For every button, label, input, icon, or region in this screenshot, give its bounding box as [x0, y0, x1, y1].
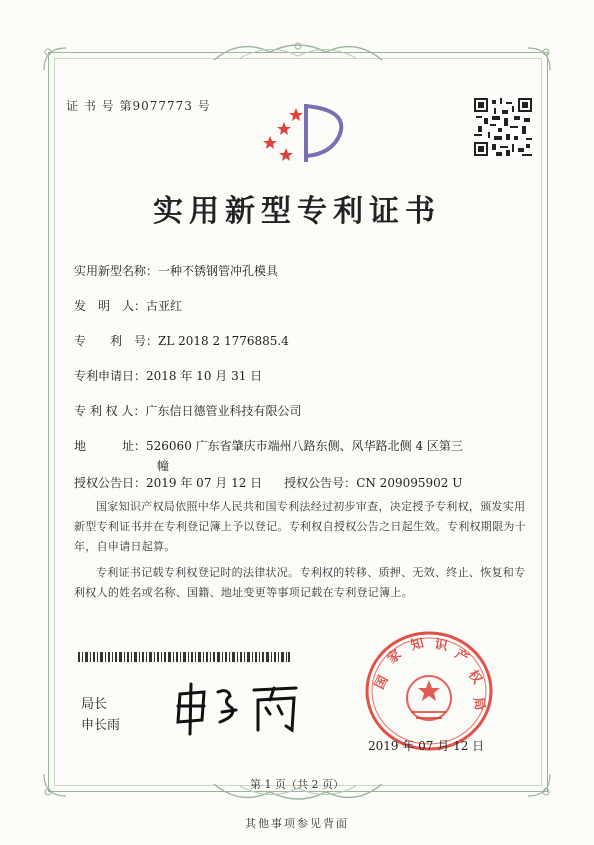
address-value-line2: 幢 [157, 459, 170, 473]
director-name: 申长雨 [81, 718, 121, 733]
corner-ornament-tr [524, 44, 554, 74]
svg-text:产: 产 [451, 646, 471, 667]
filing-date-row [74, 367, 262, 384]
filing-date-value: 2018 年 10 月 31 日 [146, 369, 263, 383]
svg-text:权: 权 [464, 667, 485, 687]
patent-office-logo [256, 96, 352, 168]
patent-number-value: ZL 2018 2 1776885.4 [158, 334, 289, 348]
official-seal [362, 628, 496, 754]
utility-model-name-row [74, 262, 278, 279]
top-ornament [210, 36, 386, 64]
inventor-value: 古亚红 [146, 299, 183, 313]
patent-number-row [74, 332, 289, 349]
patentee-row [74, 402, 301, 419]
grant-number-value: CN 209095902 U [356, 476, 463, 490]
grant-date-label: 授权公告日： [74, 476, 147, 490]
handwritten-signature [170, 680, 310, 736]
qr-code [474, 98, 532, 156]
certificate-number: 证 书 号 第9077773 号 [66, 99, 211, 113]
page-indicator: 第 1 页（共 2 页） [250, 778, 344, 791]
footer-note: 其他事项参见背面 [245, 817, 349, 830]
grant-date-value: 2019 年 07 月 12 日 [146, 476, 263, 490]
utility-model-name-value: 一种不锈钢管冲孔模具 [158, 264, 279, 278]
utility-model-name-label: 实用新型名称： [74, 264, 159, 278]
svg-text:识: 识 [433, 637, 449, 655]
svg-text:家: 家 [384, 647, 405, 668]
barcode [78, 652, 290, 662]
svg-text:国: 国 [372, 673, 392, 692]
inventor-row [74, 297, 182, 314]
svg-text:局: 局 [470, 696, 488, 712]
grant-row [74, 474, 462, 491]
patentee-label: 专 利 权 人： [74, 404, 146, 418]
certificate-statement: 国家知识产权局依照中华人民共和国专利法经过初步审查，决定授予专利权，颁发实用新型专利证书并在专利登记簿上予以登记。专利权自授权公告之日起生效。专利权期限为十年，自申请日起算。 [74, 500, 526, 553]
address-row [74, 437, 463, 454]
corner-ornament-tl [40, 44, 70, 74]
inventor-label: 发 明 人： [74, 299, 147, 313]
seal-date: 2019 年 07 月 12 日 [368, 739, 485, 753]
address-value-line1: 526060 广东省肇庆市端州八路东侧、风华路北侧 4 区第三 [146, 439, 463, 453]
patentee-value: 广东信日德管业科技有限公司 [145, 404, 302, 418]
svg-text:知: 知 [409, 636, 426, 654]
director-title: 局长 [81, 697, 108, 712]
legal-status-note: 专利证书记载专利权登记时的法律状况。专利权的转移、质押、无效、终止、恢复和专利权人的姓名或名称、国籍、地址变更等事项记载在专利登记簿上。 [74, 566, 526, 599]
address-label: 地 址： [74, 439, 147, 453]
filing-date-label: 专利申请日： [74, 369, 147, 383]
certificate-title: 实用新型专利证书 [153, 194, 441, 229]
grant-number-label: 授权公告号： [284, 476, 357, 490]
patent-number-label: 专 利 号： [74, 334, 159, 348]
